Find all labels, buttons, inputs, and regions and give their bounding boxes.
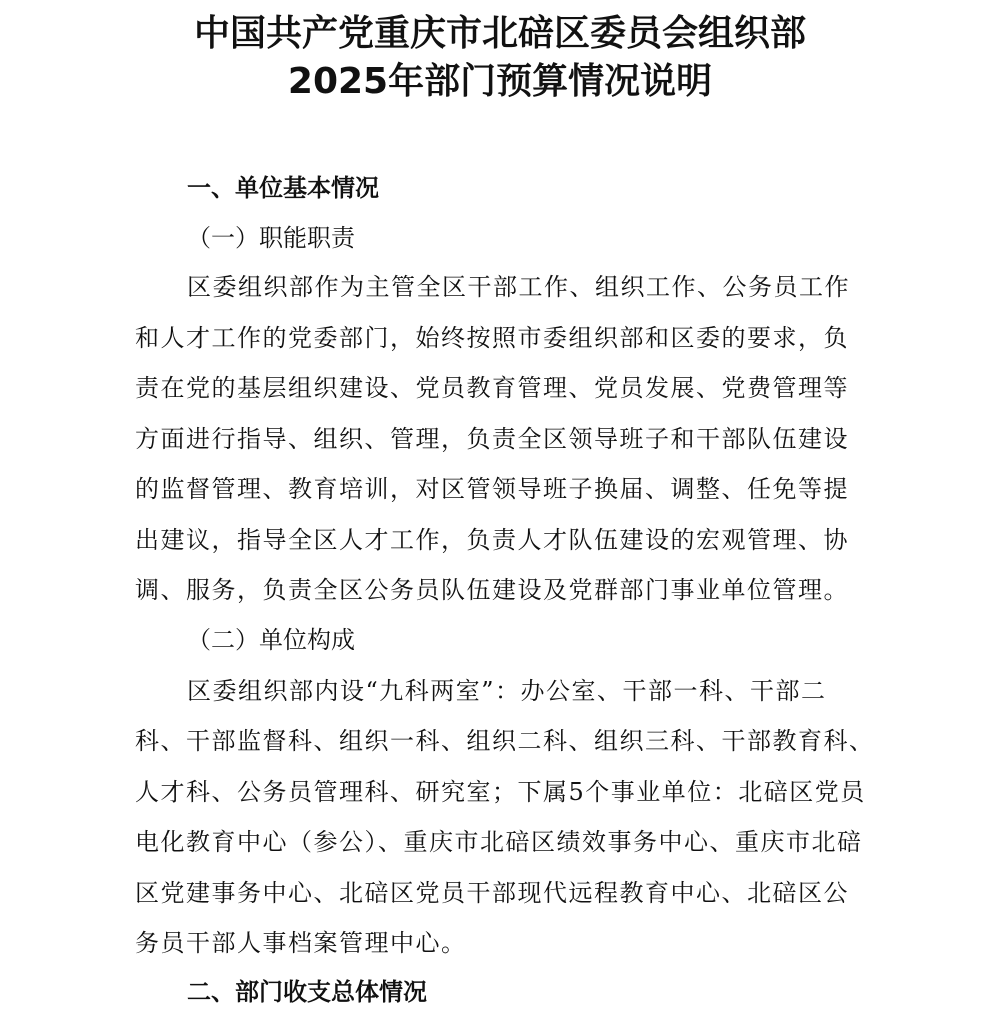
subsection-heading-duties: （一）职能职责 [187,224,355,252]
paragraph-line: 电化教育中心（参公）、重庆市北碚区绩效事务中心、重庆市北碚 [135,828,863,856]
paragraph-line: 区委组织部作为主管全区干部工作、组织工作、公务员工作 [187,273,850,301]
paragraph-line: 的监督管理、教育培训，对区管领导班子换届、调整、任免等提 [135,475,849,503]
paragraph-line: 和人才工作的党委部门，始终按照市委组织部和区委的要求，负 [135,324,849,352]
paragraph-line: 方面进行指导、组织、管理，负责全区领导班子和干部队伍建设 [135,425,849,453]
paragraph-line: 人才科、公务员管理科、研究室；下属5个事业单位：北碚区党员 [135,778,866,806]
paragraph-line: 区委组织部内设“九科两室”：办公室、干部一科、干部二 [187,677,827,705]
paragraph-line: 科、干部监督科、组织一科、组织二科、组织三科、干部教育科、 [135,727,875,755]
paragraph-line: 责在党的基层组织建设、党员教育管理、党员发展、党费管理等 [135,374,849,402]
subsection-heading-composition: （二）单位构成 [187,626,355,654]
paragraph-line: 出建议，指导全区人才工作，负责人才队伍建设的宏观管理、协 [135,526,849,554]
paragraph-line: 区党建事务中心、北碚区党员干部现代远程教育中心、北碚区公 [135,879,849,907]
paragraph-line: 调、服务，负责全区公务员队伍建设及党群部门事业单位管理。 [135,576,849,604]
section-heading-budget-overview: 二、部门收支总体情况 [187,978,427,1006]
paragraph-line: 务员干部人事档案管理中心。 [135,929,467,957]
document-title-line1: 中国共产党重庆市北碚区委员会组织部 [193,13,806,54]
section-heading-basic-info: 一、单位基本情况 [187,174,379,202]
document-title-line2: 2025年部门预算情况说明 [287,61,713,102]
